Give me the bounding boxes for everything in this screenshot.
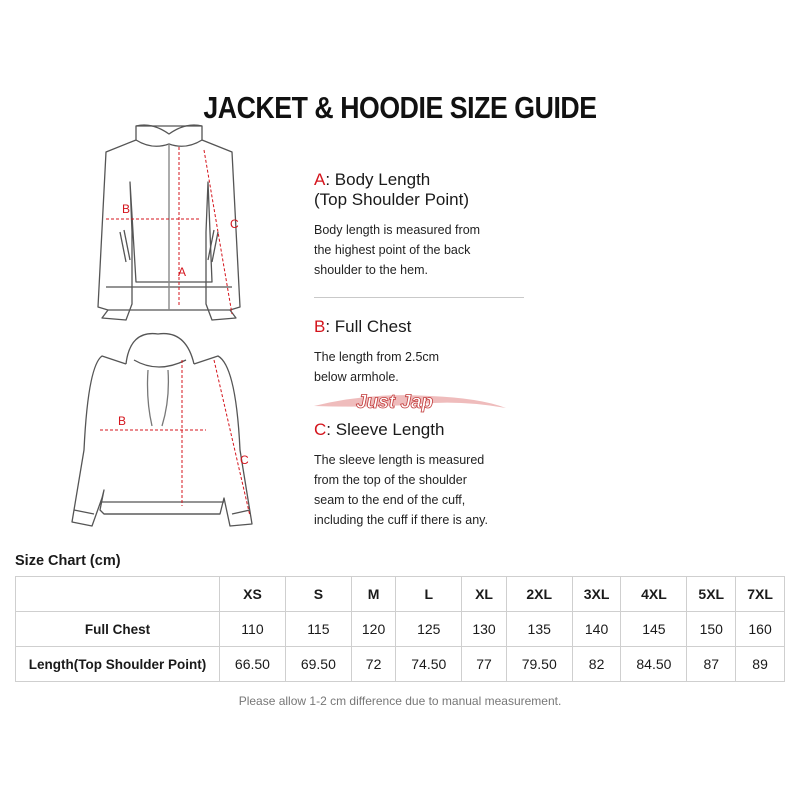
size-chart-title: Size Chart (cm): [15, 553, 121, 569]
section-heading: B: Full Chest: [314, 317, 412, 336]
label-b: B: [118, 414, 127, 428]
label-c: C: [230, 217, 239, 231]
size-header-cell: 3XL: [572, 577, 621, 612]
table-cell: 87: [687, 647, 736, 682]
row-label: Length(Top Shoulder Point): [16, 647, 220, 682]
size-header-cell: 2XL: [506, 577, 572, 612]
size-header-row: [16, 577, 785, 612]
size-header-cell: XL: [462, 577, 507, 612]
size-header-cell: 7XL: [736, 577, 785, 612]
table-cell: 120: [351, 612, 396, 647]
size-header-cell: XS: [220, 577, 286, 612]
size-header-cell: 5XL: [687, 577, 736, 612]
section-body-length: [314, 170, 544, 280]
table-cell: 66.50: [220, 647, 286, 682]
section-subheading: (Top Shoulder Point): [314, 190, 469, 209]
svg-text:Just Jap: Just Jap: [356, 392, 434, 413]
measurement-note: Please allow 1-2 cm difference due to manual measurement.: [238, 694, 562, 708]
table-cell: 79.50: [506, 647, 572, 682]
table-cell: 145: [621, 612, 687, 647]
table-cell: 77: [462, 647, 507, 682]
section-description: The sleeve length is measured from the top of the shoulder seam to the end of the cuff, including the cuff if there is any.: [314, 453, 488, 527]
table-cell: 110: [220, 612, 286, 647]
section-description: The length from 2.5cm below armhole.: [314, 350, 440, 384]
table-cell: 72: [351, 647, 396, 682]
table-row: [16, 612, 785, 647]
section-full-chest: [314, 317, 544, 387]
table-cell: 89: [736, 647, 785, 682]
table-cell: 115: [285, 612, 351, 647]
section-sleeve-length: [314, 420, 544, 530]
label-a: A: [178, 265, 187, 279]
table-cell: 82: [572, 647, 621, 682]
section-description: Body length is measured from the highest point of the back shoulder to the hem.: [314, 223, 481, 277]
table-cell: 150: [687, 612, 736, 647]
section-heading: C: Sleeve Length: [314, 420, 445, 439]
divider: [314, 297, 524, 298]
label-c: C: [240, 453, 249, 467]
size-header-cell: M: [351, 577, 396, 612]
watermark-logo: [310, 386, 510, 420]
page-title: JACKET & HOODIE SIZE GUIDE: [203, 90, 597, 125]
row-label: Full Chest: [16, 612, 220, 647]
hoodie-diagram: [64, 330, 270, 544]
table-cell: 130: [462, 612, 507, 647]
table-cell: 74.50: [396, 647, 462, 682]
jacket-diagram: [92, 122, 252, 332]
table-cell: 69.50: [285, 647, 351, 682]
header-blank-cell: [16, 577, 220, 612]
table-cell: 135: [506, 612, 572, 647]
size-chart-table: [15, 576, 785, 682]
size-header-cell: S: [285, 577, 351, 612]
size-header-cell: 4XL: [621, 577, 687, 612]
label-b: B: [122, 202, 131, 216]
size-header-cell: L: [396, 577, 462, 612]
table-cell: 160: [736, 612, 785, 647]
table-cell: 84.50: [621, 647, 687, 682]
table-cell: 140: [572, 612, 621, 647]
table-row: [16, 647, 785, 682]
section-heading: A: Body Length: [314, 170, 431, 189]
table-cell: 125: [396, 612, 462, 647]
